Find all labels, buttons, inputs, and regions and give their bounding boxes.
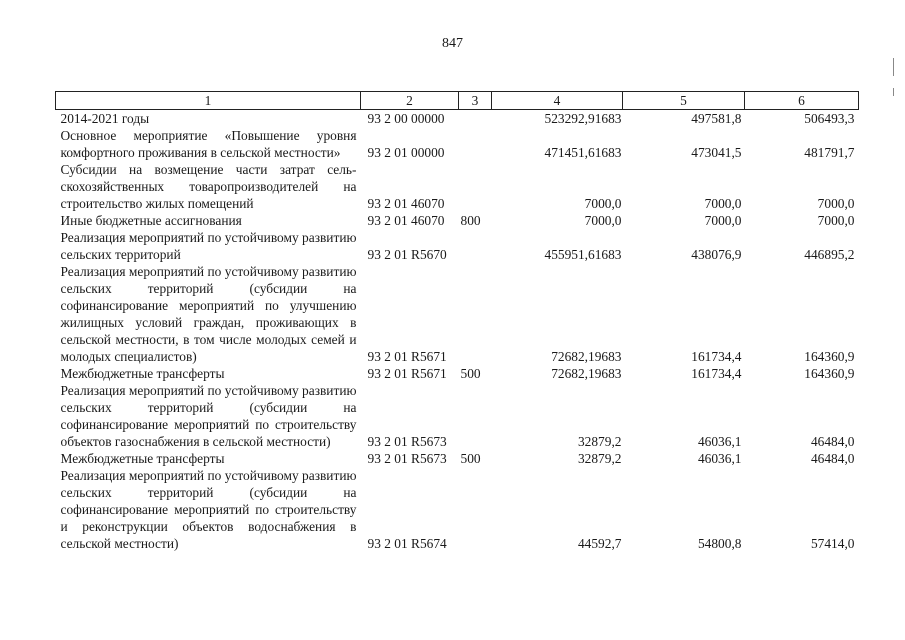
row-value-5: 473041,5 xyxy=(691,145,742,160)
row-value-6: 446895,2 xyxy=(804,247,855,262)
row-name: Реализация мероприятий по устойчивому развитию сельских территорий (субсидии на софинансирование мероприятий по строительству и реконструкции объектов водоснабжения в сельской местности) xyxy=(60,468,357,551)
row-code: 93 2 01 00000 xyxy=(367,145,445,160)
row-code: 93 2 01 R5673 xyxy=(367,434,447,449)
row-expense-type: 500 xyxy=(460,366,481,381)
row-value-4: 32879,2 xyxy=(577,451,622,466)
row-value-5: 46036,1 xyxy=(697,451,742,466)
row-value-4: 72682,19683 xyxy=(551,349,622,364)
row-value-4: 523292,91683 xyxy=(544,111,622,126)
row-value-6: 46484,0 xyxy=(810,434,855,449)
row-value-4: 32879,2 xyxy=(577,434,622,449)
row-expense-type xyxy=(459,110,492,128)
row-value-6: 7000,0 xyxy=(817,213,855,228)
row-code: 93 2 01 46070 xyxy=(367,213,445,228)
page-number: 847 xyxy=(442,36,463,51)
header-cell: 2 xyxy=(361,92,459,110)
row-code: 93 2 01 R5671 xyxy=(367,349,447,364)
scan-mark xyxy=(893,58,894,76)
row-expense-type: 800 xyxy=(460,213,481,228)
row-expense-type: 500 xyxy=(460,451,481,466)
row-name: Реализация мероприятий по устойчивому развитию сельских территорий (субсидии на софинансирование мероприятий по строительству объектов газоснабжения в сельской местности) xyxy=(60,383,357,449)
row-name: Иные бюджетные ассигнования xyxy=(60,213,242,228)
row-expense-type xyxy=(459,229,492,263)
row-value-6: 481791,7 xyxy=(804,145,855,160)
row-value-6: 46484,0 xyxy=(810,451,855,466)
table-row xyxy=(56,110,859,128)
row-name: Субсидии на возмещение части затрат сельскохозяйственных товаропроизводителей на строительство жилых помещений xyxy=(60,162,357,211)
row-value-5: 7000,0 xyxy=(704,213,742,228)
table-row xyxy=(56,467,859,552)
table-row xyxy=(56,161,859,212)
row-expense-type xyxy=(459,382,492,450)
row-name: Межбюджетные трансферты xyxy=(60,451,225,466)
row-value-4: 72682,19683 xyxy=(551,366,622,381)
budget-table xyxy=(55,91,859,552)
row-value-5: 161734,4 xyxy=(691,349,742,364)
row-expense-type xyxy=(459,161,492,212)
row-name: Реализация мероприятий по устойчивому развитию сельских территорий xyxy=(60,230,357,262)
row-code: 93 2 01 46070 xyxy=(367,196,445,211)
row-value-5: 46036,1 xyxy=(697,434,742,449)
row-value-6: 506493,3 xyxy=(804,111,855,126)
table-row xyxy=(56,382,859,450)
header-cell: 6 xyxy=(745,92,859,110)
row-code: 93 2 01 R5674 xyxy=(367,536,447,551)
header-cell: 1 xyxy=(56,92,361,110)
scan-mark xyxy=(893,88,894,96)
header-cell: 4 xyxy=(492,92,623,110)
table-row xyxy=(56,127,859,161)
row-value-4: 7000,0 xyxy=(584,196,622,211)
header-cell: 3 xyxy=(459,92,492,110)
row-value-5: 497581,8 xyxy=(691,111,742,126)
row-value-4: 7000,0 xyxy=(584,213,622,228)
row-value-5: 54800,8 xyxy=(697,536,742,551)
row-value-6: 164360,9 xyxy=(804,366,855,381)
row-name: Межбюджетные трансферты xyxy=(60,366,225,381)
row-value-6: 164360,9 xyxy=(804,349,855,364)
row-name: Основное мероприятие «Повышение уровня комфортного проживания в сельской местности» xyxy=(60,128,357,160)
row-code: 93 2 01 R5671 xyxy=(367,366,447,381)
row-value-5: 7000,0 xyxy=(704,196,742,211)
row-name: 2014-2021 годы xyxy=(60,111,150,126)
row-value-6: 7000,0 xyxy=(817,196,855,211)
table-body xyxy=(56,110,859,553)
table-row xyxy=(56,263,859,365)
row-value-4: 455951,61683 xyxy=(544,247,622,262)
header-cell: 5 xyxy=(623,92,745,110)
row-value-4: 44592,7 xyxy=(577,536,622,551)
row-code: 93 2 01 R5673 xyxy=(367,451,447,466)
row-expense-type xyxy=(459,127,492,161)
row-code: 93 2 00 00000 xyxy=(367,111,445,126)
row-value-6: 57414,0 xyxy=(810,536,855,551)
table-row xyxy=(56,365,859,382)
row-expense-type xyxy=(459,467,492,552)
table-row xyxy=(56,212,859,229)
table-row xyxy=(56,229,859,263)
row-expense-type xyxy=(459,263,492,365)
row-value-5: 161734,4 xyxy=(691,366,742,381)
header-row xyxy=(56,92,859,110)
row-name: Реализация мероприятий по устойчивому развитию сельских территорий (субсидии на софинансирование мероприятий по улучшению жилищных условий граждан, проживающих в сельской местности, в том числе молодых семей и молодых специалистов) xyxy=(60,264,357,364)
row-code: 93 2 01 R5670 xyxy=(367,247,447,262)
table-row xyxy=(56,450,859,467)
row-value-5: 438076,9 xyxy=(691,247,742,262)
row-value-4: 471451,61683 xyxy=(544,145,622,160)
